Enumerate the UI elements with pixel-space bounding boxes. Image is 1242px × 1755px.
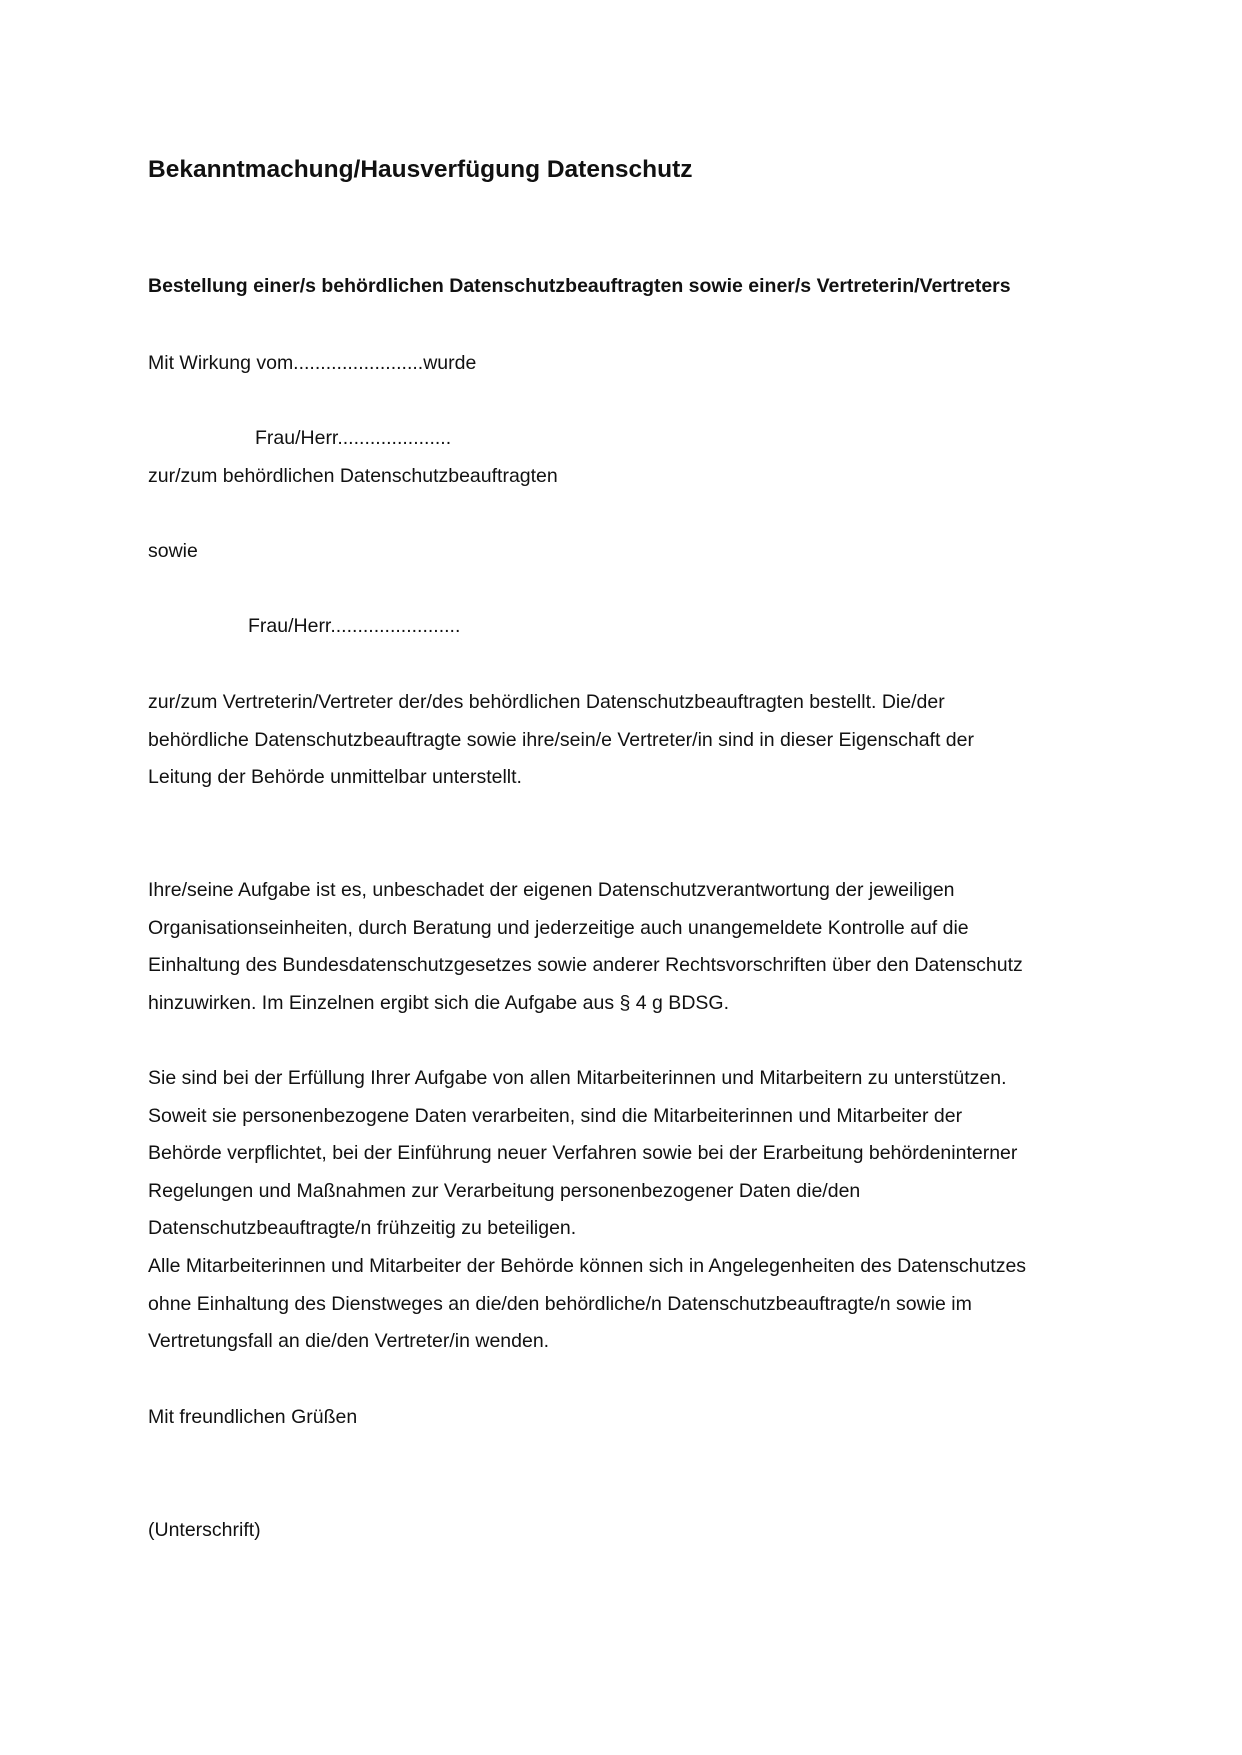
paragraph-line: zur/zum Vertreterin/Vertreter der/des behördlichen Datenschutzbeauftragten bestellt. Die/der <box>148 691 945 713</box>
paragraph-line: hinzuwirken. Im Einzelnen ergibt sich die Aufgabe aus § 4 g BDSG. <box>148 992 729 1014</box>
paragraph-line: Sie sind bei der Erfüllung Ihrer Aufgabe von allen Mitarbeiterinnen und Mitarbeitern zu unterstützen. <box>148 1067 1007 1089</box>
paragraph-line: Organisationseinheiten, durch Beratung und jederzeitige auch unangemeldete Kontrolle auf die <box>148 917 969 939</box>
paragraph-line: Alle Mitarbeiterinnen und Mitarbeiter der Behörde können sich in Angelegenheiten des Datenschutzes <box>148 1255 1027 1277</box>
paragraph-line: Vertretungsfall an die/den Vertreter/in wenden. <box>148 1330 550 1352</box>
paragraph-line: behördliche Datenschutzbeauftragte sowie ihre/sein/e Vertreter/in sind in dieser Eigenschaft der <box>148 729 974 751</box>
document-subtitle: Bestellung einer/s behördlichen Datenschutzbeauftragten sowie einer/s Vertreterin/Vertreters <box>148 275 1011 297</box>
paragraph-line: Behörde verpflichtet, bei der Einführung neuer Verfahren sowie bei der Erarbeitung behördeninterner <box>148 1142 1018 1164</box>
role-1-line: zur/zum behördlichen Datenschutzbeauftragten <box>148 465 558 487</box>
paragraph-line: Leitung der Behörde unmittelbar unterstellt. <box>148 766 522 788</box>
person-1-placeholder: Frau/Herr..................... <box>255 427 452 449</box>
person-2-placeholder: Frau/Herr........................ <box>248 615 461 637</box>
conjunction-line: sowie <box>148 540 198 562</box>
paragraph-line: Einhaltung des Bundesdatenschutzgesetzes sowie anderer Rechtsvorschriften über den Datenschutz <box>148 954 1023 976</box>
paragraph-line: Soweit sie personenbezogene Daten verarbeiten, sind die Mitarbeiterinnen und Mitarbeiter der <box>148 1105 963 1127</box>
paragraph-line: ohne Einhaltung des Dienstweges an die/den behördliche/n Datenschutzbeauftragte/n sowie im <box>148 1293 972 1315</box>
document-title: Bekanntmachung/Hausverfügung Datenschutz <box>148 156 693 183</box>
signature-placeholder: (Unterschrift) <box>148 1519 261 1541</box>
paragraph-line: Datenschutzbeauftragte/n frühzeitig zu beteiligen. <box>148 1217 577 1239</box>
paragraph-line: Regelungen und Maßnahmen zur Verarbeitung personenbezogener Daten die/den <box>148 1180 861 1202</box>
intro-line: Mit Wirkung vom........................wurde <box>148 352 477 374</box>
closing-line: Mit freundlichen Grüßen <box>148 1406 358 1428</box>
paragraph-line: Ihre/seine Aufgabe ist es, unbeschadet der eigenen Datenschutzverantwortung der jeweiligen <box>148 879 955 901</box>
